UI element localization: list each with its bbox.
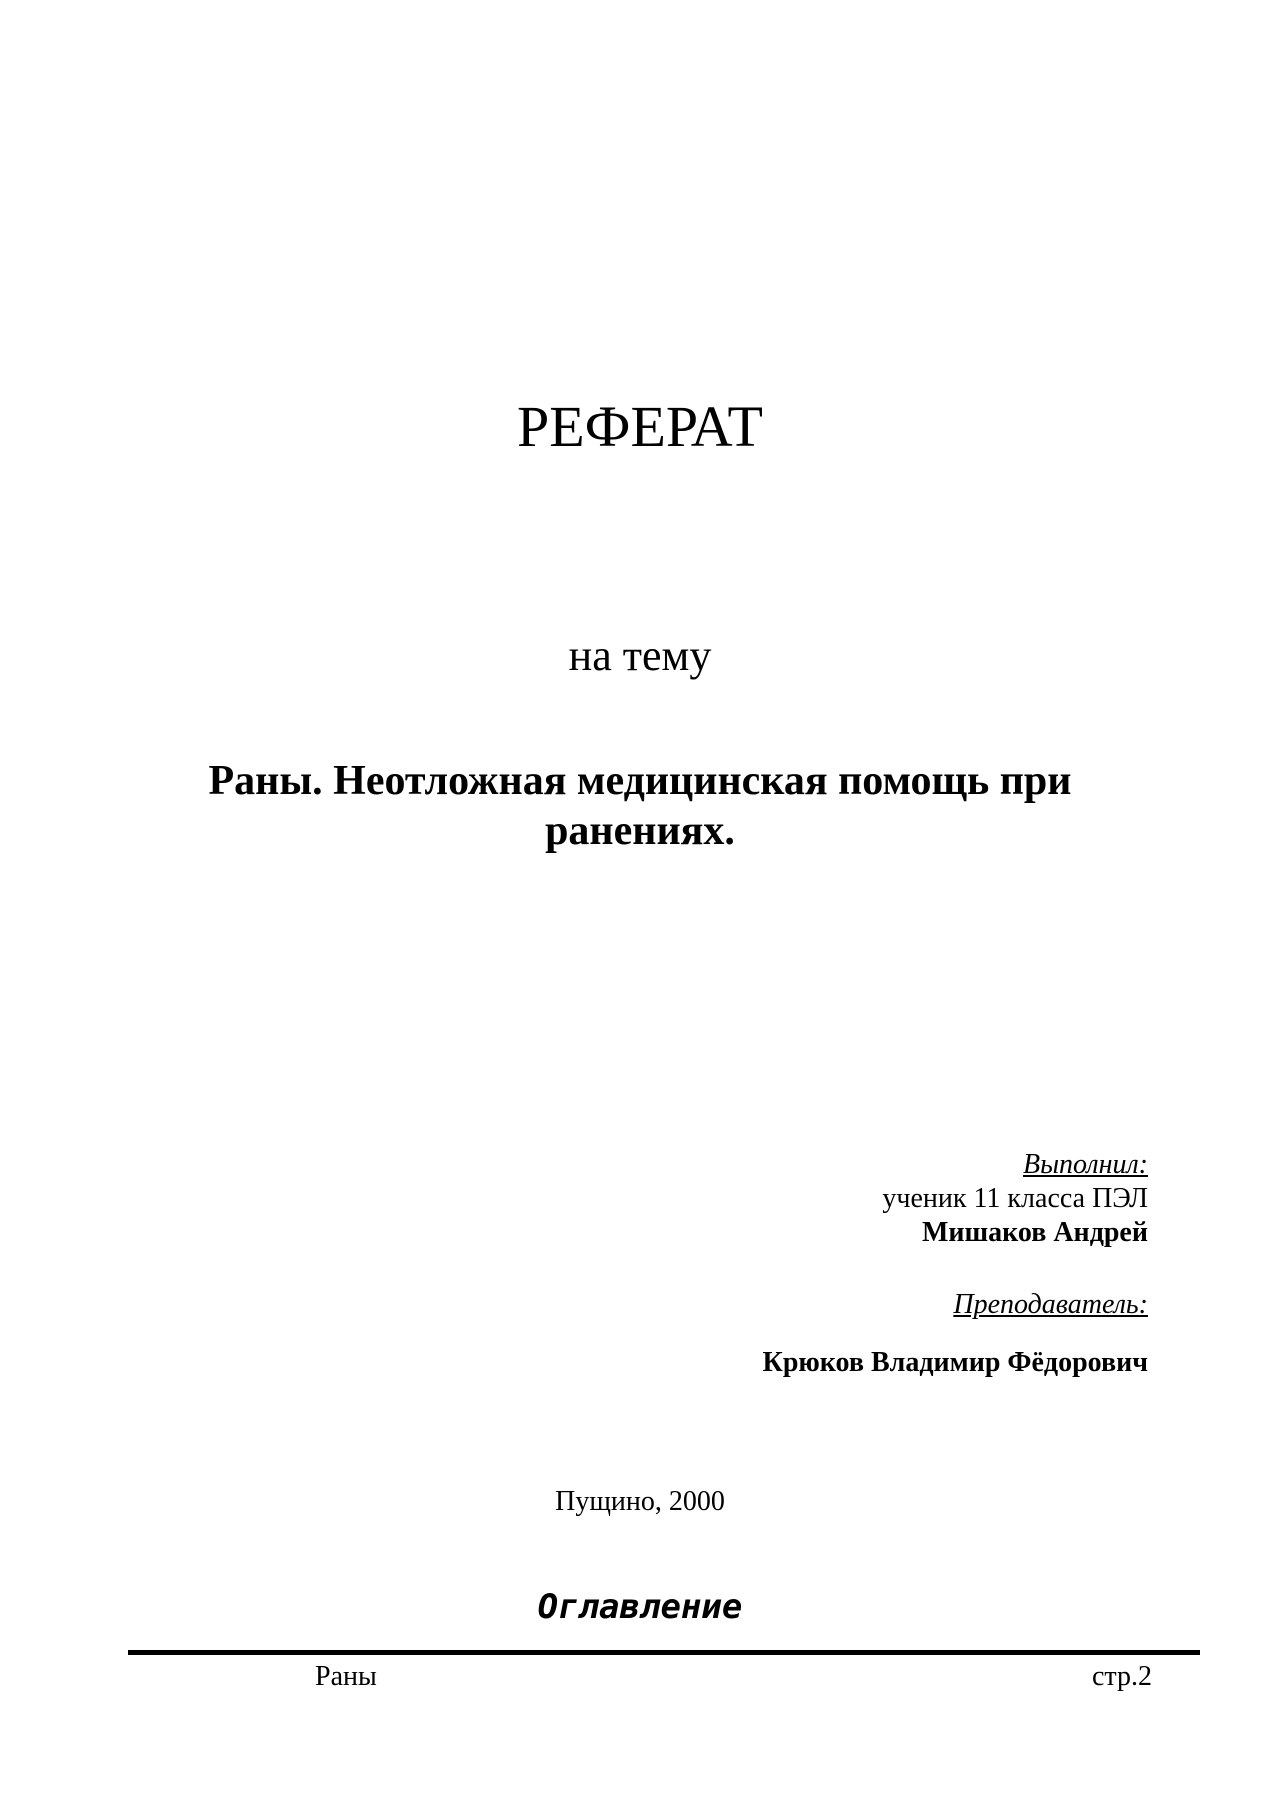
place-and-year: Пущино, 2000 bbox=[555, 1486, 725, 1517]
performer-class: ученик 11 класса ПЭЛ bbox=[882, 1183, 1148, 1214]
topic-line-2: ранениях. bbox=[545, 808, 735, 854]
teacher-label: Преподаватель: bbox=[953, 1289, 1148, 1320]
performer-name: Мишаков Андрей bbox=[921, 1217, 1148, 1248]
footer-page-number: стр.2 bbox=[1091, 1661, 1152, 1692]
document-subtitle: на тему bbox=[568, 631, 712, 680]
performer-label: Выполнил: bbox=[1022, 1149, 1148, 1180]
footer-divider bbox=[128, 1650, 1200, 1655]
author-block bbox=[448, 1148, 1148, 1380]
teacher-name: Крюков Владимир Фёдорович bbox=[762, 1347, 1148, 1378]
topic-line-1: Раны. Неотложная медицинская помощь при bbox=[208, 758, 1072, 804]
toc-heading: Оглавление bbox=[537, 1587, 743, 1627]
document-topic bbox=[110, 756, 1170, 856]
document-title: РЕФЕРАТ bbox=[517, 394, 763, 459]
footer-running-title: Раны bbox=[315, 1661, 377, 1692]
